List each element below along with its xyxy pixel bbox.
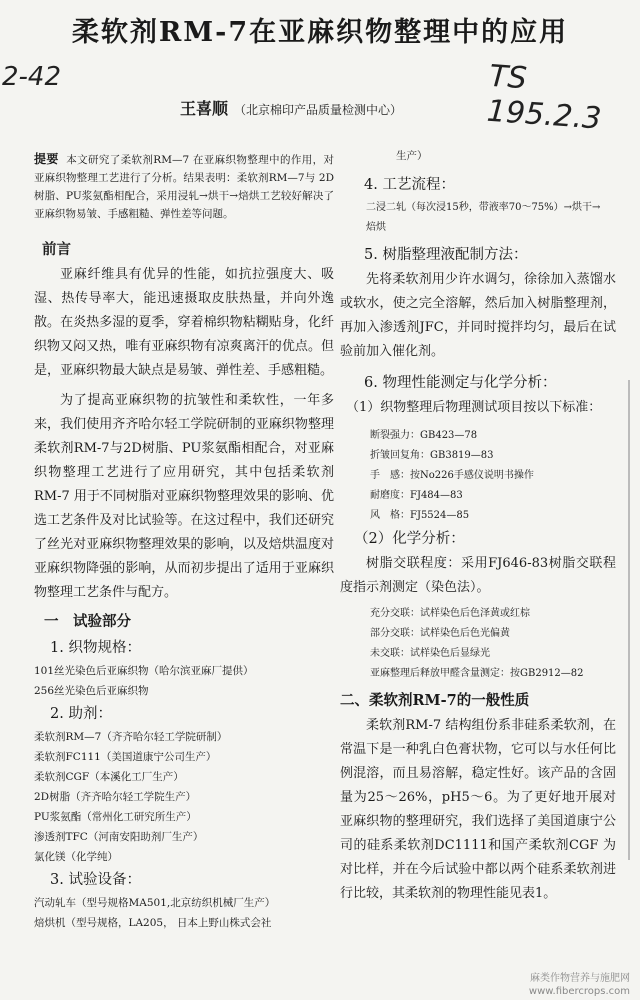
paragraph-resin-prep: 先将柔软剂用少许水调匀，徐徐加入蒸馏水或软水，使之完全溶解，然后加入树脂整理剂，再加入渗透剂JFC，并同时搅拌均匀，最后在试验前加入催化剂。	[340, 272, 616, 359]
subsection-fabric: 1. 织物规格：	[50, 640, 141, 656]
crosslink-grade: 部分交联：试样染色后色光偏黄	[370, 628, 510, 639]
list-item: 101丝光染色后亚麻织物（哈尔滨亚麻厂提供）	[34, 665, 254, 677]
subsection-physical-tests: （1）织物整理后物理测试项目按以下标准：	[346, 400, 602, 415]
scan-edge-line	[628, 380, 630, 860]
paragraph-1: 亚麻纤维具有优异的性能，如抗拉强度大、吸湿、热传导率大，能迅速摄取皮肤热量，并向外逸散。在炎热多湿的夏季，穿着棉织物粘糊贴身，化纤织物又闷又热，唯有亚麻织物有凉爽离汗的优点。但是，亚麻织物最大缺点是易皱、弹性差、手感粗糙。	[34, 267, 334, 378]
paragraph-chemical: 树脂交联程度：采用FJ646-83树脂交联程度指示剂测定（染色法）。	[340, 556, 616, 595]
paragraph-2: 为了提高亚麻织物的抗皱性和柔软性，一年多来，我们使用齐齐哈尔轻工学院研制的亚麻织物整理柔软剂RM-7与2D树脂、PU浆氨酯相配合，对亚麻织物整理工艺进行了应用研究，其中包括柔软剂RM-7 用于不同树脂对亚麻织物整理效果的影响、优选工艺条件及对比试验等。在这过程中，我们还研究了丝光对亚麻织物整理效果的影响，以及焙烘温度对亚麻织物降强的影响，从而初步提出了适用于亚麻织物整理工艺条件与配方。	[34, 393, 334, 600]
crosslink-grade: 亚麻整理后释放甲醛含量测定：按GB2912—82	[370, 668, 584, 679]
subsection-process: 4. 工艺流程：	[364, 177, 455, 193]
list-item: 氯化镁（化学纯）	[34, 851, 118, 863]
list-item: 柔软剂RM—7（齐齐哈尔轻工学院研制）	[34, 731, 228, 743]
crosslink-grade: 未交联：试样染色后显绿光	[370, 648, 490, 659]
site-watermark	[529, 972, 630, 998]
test-standard: 折皱回复角：GB3819—83	[370, 450, 494, 461]
handwritten-call-number: TS 195.2.3	[485, 58, 603, 137]
paper-title: 柔软剂RM-7在亚麻织物整理中的应用	[71, 17, 569, 48]
abstract-text: 本文研究了柔软剂RM—7 在亚麻织物整理中的作用，对亚麻织物整理工艺进行了分析。结果表明：柔软剂RM—7与 2D树脂、PU浆氨酯相配合，采用浸轧→烘干→焙烘工艺较好解决了亚麻织物易皱、手感粗糙、弹性差等问题。	[34, 154, 334, 220]
list-item: 2D树脂（齐齐哈尔轻工学院生产）	[34, 791, 197, 803]
test-standard: 断裂强力：GB423—78	[370, 430, 478, 441]
subsection-testing: 6. 物理性能测定与化学分析：	[364, 375, 557, 391]
list-item: 焙烘机（型号规格，LA205， 日本上野山株式会社	[34, 917, 272, 929]
continued-text: 生产）	[396, 150, 428, 162]
list-item: 渗透剂TFC（河南安阳助剂厂生产）	[34, 831, 204, 843]
paragraph-properties: 柔软剂RM-7 结构组份系非硅系柔软剂，在常温下是一种乳白色膏状物，它可以与水任何比例混溶，而且易溶解，稳定性好。该产品的含固量为25～26%，pH5～6。为了更好地开展对亚麻织物的整理研究，我们选择了美国道康宁公司的硅系柔软剂DC1111和国产柔软剂CGF 为对比样，并在今后试验中都以两个硅系柔软剂进行比较，其柔软剂的物理性能见表1。	[340, 718, 616, 901]
abstract	[34, 150, 334, 223]
handwritten-note-left: 2-42	[2, 62, 62, 92]
crosslink-grade: 充分交联：试样染色后色泽黄或红棕	[370, 608, 530, 619]
subsection-resin-prep: 5. 树脂整理液配制方法：	[364, 247, 528, 263]
preface-heading: 前言	[42, 241, 71, 258]
test-standard: 手 感：按No226手感仪说明书操作	[370, 470, 534, 481]
author-name: 王喜顺	[180, 99, 229, 118]
section-2-heading: 二、柔软剂RM-7的一般性质	[340, 692, 530, 709]
list-item: 256丝光染色后亚麻织物	[34, 685, 149, 697]
section-1-heading: 一 试验部分	[44, 613, 131, 630]
list-item: 汽动轧车（型号规格MA501,北京纺织机械厂生产）	[34, 897, 276, 909]
test-standard: 耐磨度：FJ484—83	[370, 490, 463, 501]
author-line	[180, 96, 402, 119]
watermark-line: www.fibercrops.com	[528, 986, 630, 997]
test-standard: 风 格：FJ5524—85	[370, 510, 470, 521]
process-flow-line: 焙烘	[366, 222, 386, 233]
process-flow-line: 二浸二轧（每次浸15秒，带液率70～75%）→烘干→	[366, 202, 601, 213]
author-affiliation: （北京棉印产品质量检测中心）	[234, 103, 403, 117]
subsection-auxiliaries: 2. 助剂：	[50, 706, 112, 722]
watermark-line: 麻类作物营养与施肥网	[530, 973, 630, 984]
left-column	[34, 150, 334, 933]
list-item: PU浆氨酯（常州化工研究所生产）	[34, 811, 197, 823]
right-column	[340, 146, 616, 906]
subsection-chemical: （2）化学分析：	[354, 531, 465, 547]
subsection-equipment: 3. 试验设备：	[50, 872, 141, 888]
list-item: 柔软剂FC111（美国道康宁公司生产）	[34, 751, 217, 763]
abstract-label: 提要	[34, 152, 59, 166]
list-item: 柔软剂CGF（本溪化工厂生产）	[34, 771, 184, 783]
